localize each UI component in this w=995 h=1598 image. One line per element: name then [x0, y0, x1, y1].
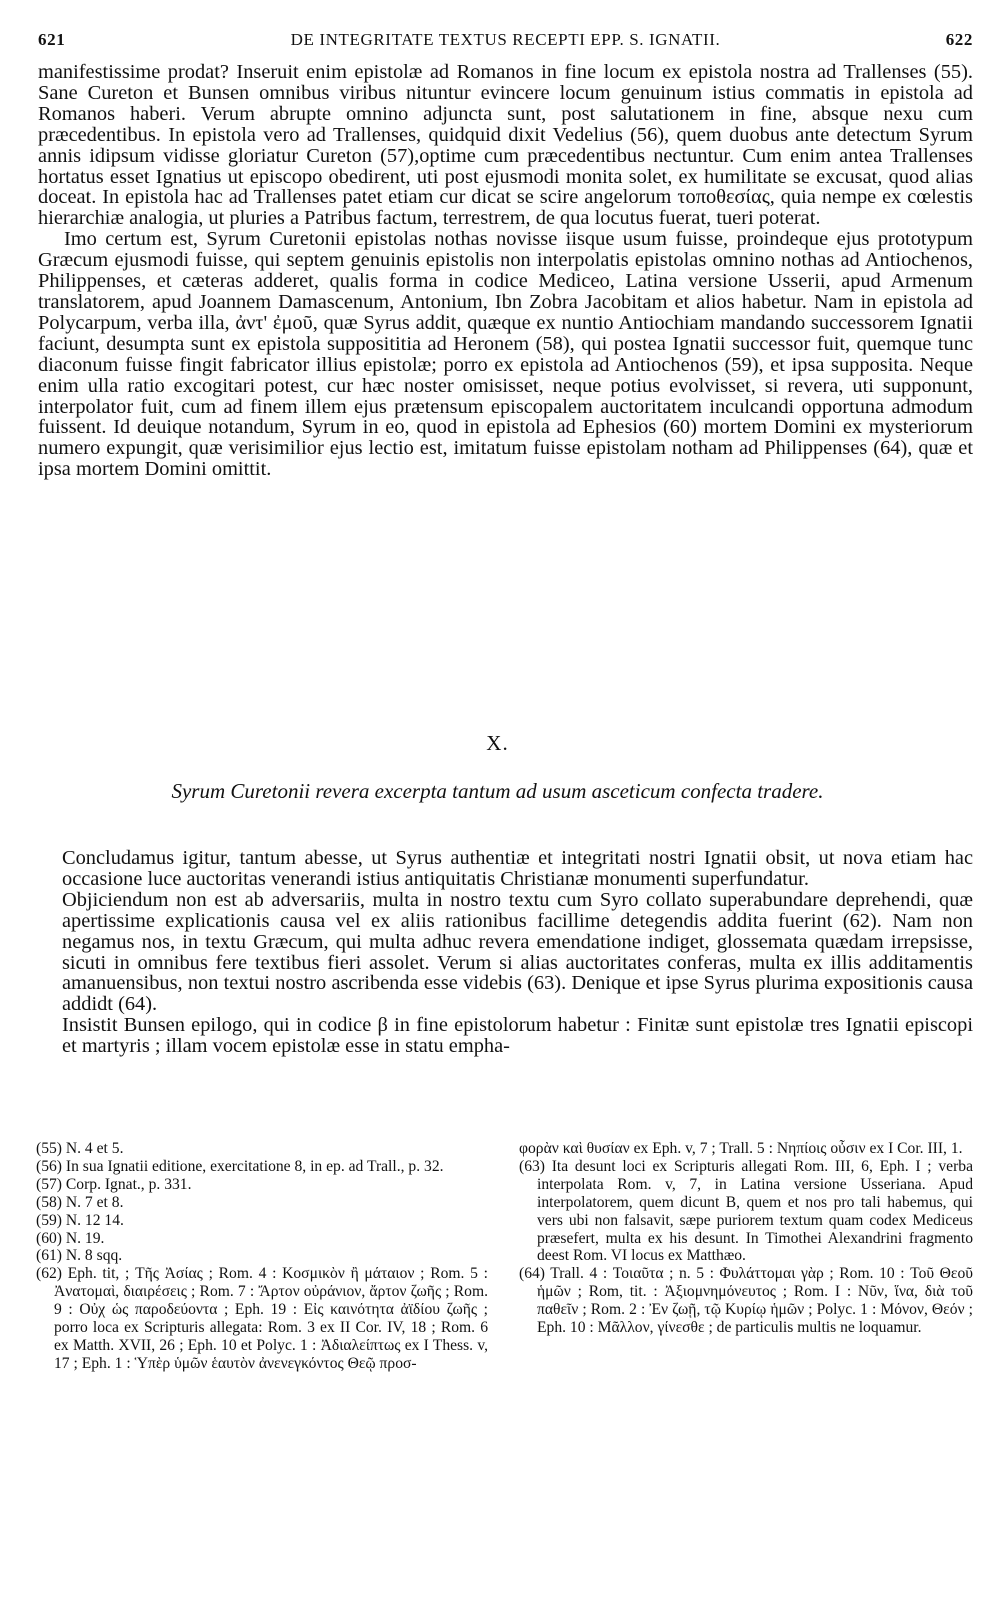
footnote: (59) N. 12 14.	[36, 1211, 124, 1229]
footnote: (55) N. 4 et 5.	[36, 1140, 124, 1157]
running-header	[38, 30, 973, 58]
footnote: (62) Eph. tit, ; Τῆς Ἀσίας ; Rom. 4 : Κοσμικὸν ἢ μάταιον ; Rom. 5 : Ἀνατομαὶ, διαιρέσεις ; Rom. 7 : Ἄρτον οὐράνιον, ἄρτον ζωῆς ; Rom. 9 : Οὐχ ὡς παροδεύοντα ; Eph. 19 : Εἰς καινότητα ἀϊδίου ζωῆς ; porro loca ex Scripturis allegata: Rom. 3 ex II Cor. IV, 18 ; Rom. 6 ex Matth. XVII, 26 ; Eph. 10 et Polyc. 1 : Ἀδιαλείπτως ex I Thess. v, 17 ; Eph. 1 : Ὑπὲρ ὑμῶν ἑαυτὸν ἀνενεγκόντος Θεῷ προσ-	[36, 1265, 488, 1372]
footnote: (60) N. 19.	[36, 1229, 105, 1247]
page-number-right: 622	[945, 30, 973, 49]
footnote: (56) In sua Ignatii editione, exercitatione 8, in ep. ad Trall., p. 32.	[36, 1157, 444, 1175]
footnote-continuation: φορὰν καὶ θυσίαν ex Eph. v, 7 ; Trall. 5 : Νηπίοις οὖσιν ex I Cor. III, 1.	[519, 1140, 963, 1157]
footnotes-right-column	[519, 1140, 973, 1337]
section-text	[62, 848, 973, 1057]
section-number: X.	[486, 731, 509, 755]
page-number-left: 621	[38, 30, 66, 49]
paragraph: Concludamus igitur, tantum abesse, ut Syrus authentiæ et integritati nostri Ignatii obsit, ut nova etiam hac occasione luce auctoritas venerandi istius antiquitatis Christianæ monumenti superfundatur.	[62, 847, 973, 890]
footnote: (58) N. 7 et 8.	[36, 1193, 124, 1211]
footnote: (64) Trall. 4 : Τοιαῦτα ; n. 5 : Φυλάττομαι γὰρ ; Rom. 10 : Τοῦ Θεοῦ ἡμῶν ; Rom, tit. : Ἀξιομνημόνευτος ; Rom. I : Νῦν, ἵνα, διὰ τοῦ παθεῖν ; Rom. 2 : Ἐν ζωῇ, τῷ Κυρίῳ ἡμῶν ; Polyc. 1 : Μόνον, Θεόν ; Eph. 10 : Μᾶλλον, γίνεσθε ; de particulis multis ne loquamur.	[519, 1265, 973, 1337]
paragraph: manifestissime prodat? Inseruit enim epistolæ ad Romanos in fine locum ex epistola nostra ad Trallenses (55). Sane Cureton et Bunsen omnibus viribus nituntur evincere locum genuinum istius commatis in epistola ad Romanos haberi. Verum abrupte omnino adjuncta sunt, post salutationem in fine, absque nexu cum præcedentibus. In epistola vero ad Trallenses, quidquid dixit Vedelius (56), quem duobus ante detectum Syrum annis idipsum vidisse gloriatur Cureton (57),optime cum præcedentibus nectuntur. Cum enim antea Trallenses hortatus esset Ignatius ut episcopo obedirent, uti post ejusmodi monita solet, ex humilitate se excusat, quod alias doceat. In epistola hac ad Trallenses patet etiam cur dicat se scire angelorum τοποθεσίας, quia nempe ex cœlestis hierarchiæ analogia, ut pluries a Patribus factum, terrestrem, de qua locutus fuerat, tueri poterat.	[38, 61, 973, 230]
footnotes-left-column	[36, 1140, 488, 1373]
paragraph: Insistit Bunsen epilogo, qui in codice β in fine epistolorum habetur : Finitæ sunt epistolæ tres Ignatii episcopi et martyris ; illam vocem epistolæ esse in statu empha-	[62, 1014, 973, 1058]
paragraph: Objiciendum non est ab adversariis, multa in nostro textu cum Syro collato superabundare deprehendi, quæ apertissime explicationis causa vel ex aliis rationibus facillime detegendis addita fuerint (62). Nam non negamus nos, in textu Græcum, qui multa adhuc revera emendatione indiget, glossemata quædam irrepsisse, sicuti in omnibus fere textibus fieri assolet. Verum si alias auctoritates conferas, multa ex illis additamentis amanuensibus, non textui nostro ascribenda esse videbis (63). Denique et ipse Syrus plurima expositionis causa addidt (64).	[62, 888, 973, 1016]
paragraph: Imo certum est, Syrum Curetonii epistolas nothas novisse iisque usum fuisse, proindeque ejus prototypum Græcum ejusmodi fuisse, qui septem genuinis epistolis non interpolatis epistolas omnino nothas ad Antiochenos, Philippenses, et cæteras adderet, qualis forma in codice Mediceo, Latina versione Usserii, apud Armenum translatorem, apud Joannem Damascenum, Antonium, Ibn Zobra Jacobitam et alios habetur. Nam in epistola ad Polycarpum, verba illa, ἀντ' ἐμοῦ, quæ Syrus addit, quæque ex nuntio Antiochiam mandando successorem Ignatii faciunt, desumpta sunt ex epistola supposititia ad Heronem (58), qui postea Ignatii successor fuit, quemque tunc diaconum fuisse fingit fabricator illius epistolæ; porro ex epistola ad Antiochenos (59), et ipsa supposita. Neque enim ulla ratio excogitari potest, cur hæc noster omisisset, neque potius evolvisset, si revera, uti supponunt, interpolator fuit, cum ad finem illem ejus prætensum episcopalem auctoritatem inculcandi opportuna admodum fuissent. Id deuique notandum, Syrum in eo, quod in epistola ad Ephesios (60) mortem Domini ex mysteriorum numero expungit, quæ verisimilior ejus lectio est, imitatum fuisse epistolam notham ad Philippenses (64), quæ et ipsa mortem Domini omittit.	[38, 228, 973, 481]
footnote: (63) Ita desunt loci ex Scripturis allegati Rom. III, 6, Eph. I ; verba interpolata Rom. v, 7, in Latina versione Usseriana. Apud interpolatorem, quem dicunt B, quem et nos pro tali habemus, qui vers ubi non falsavit, sæpe puriorem textum quam codex Mediceus præsefert, multa ex his desunt. In Timothei Alexandrini fragmento deest Rom. VI locus ex Matthæo.	[519, 1157, 973, 1265]
footnote: (61) N. 8 sqq.	[36, 1247, 123, 1265]
section-title: Syrum Curetonii revera excerpta tantum ad usum asceticum confecta tradere.	[171, 779, 824, 803]
running-title: DE INTEGRITATE TEXTUS RECEPTI EPP. S. IGNATII.	[290, 30, 721, 49]
main-text	[38, 62, 973, 480]
footnote: (57) Corp. Ignat., p. 331.	[36, 1175, 192, 1193]
